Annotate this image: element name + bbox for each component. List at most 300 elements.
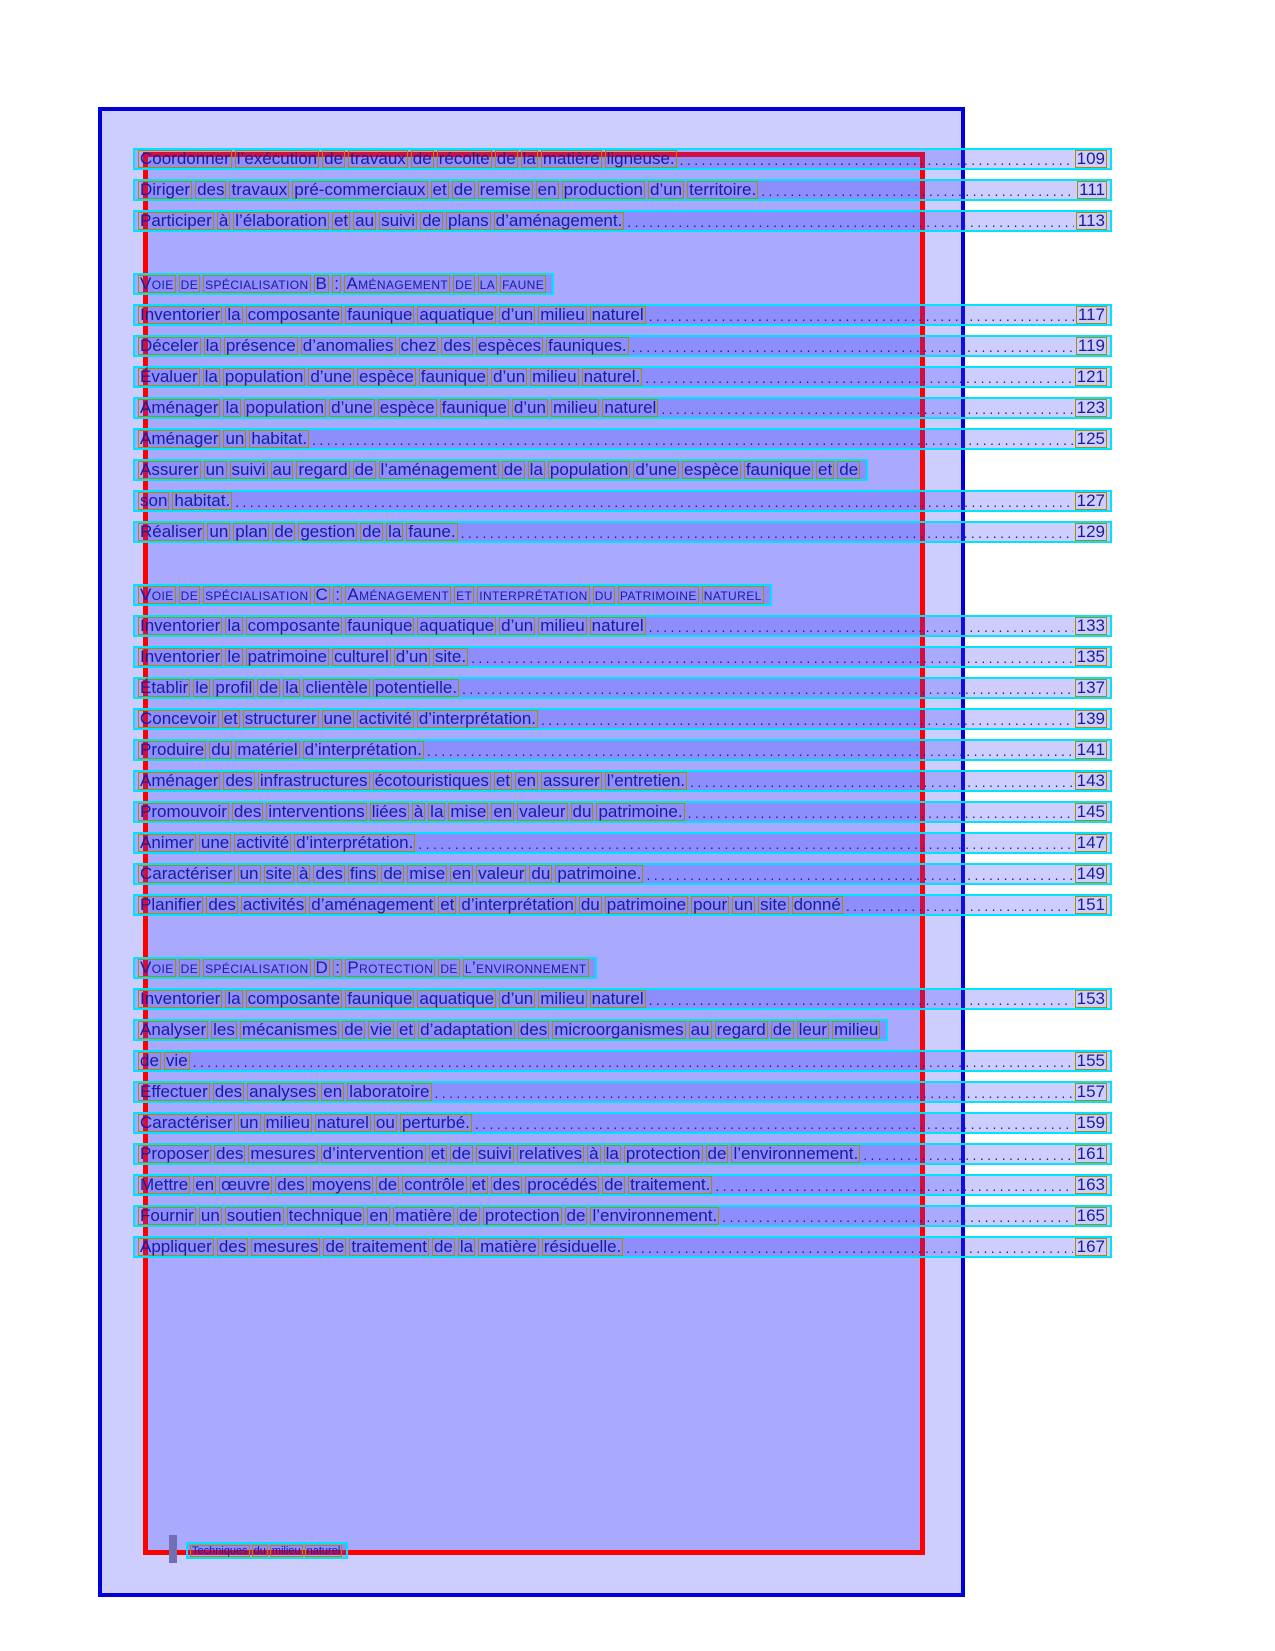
word-annotation-box: Aménager — [140, 771, 219, 790]
word-annotation-box: suivi — [477, 1144, 512, 1163]
word-annotation-box: laboratoire — [349, 1082, 430, 1101]
word-annotation-box: en — [369, 1206, 389, 1225]
word-annotation-box: un — [200, 1206, 220, 1225]
word-annotation-box: Inventorier — [140, 616, 221, 635]
word-annotation-box: d’aménagement — [311, 895, 434, 914]
dot-leader — [715, 1179, 1072, 1194]
word-annotation-box: ou — [375, 1113, 395, 1132]
word-annotation-box: traitement — [351, 1237, 427, 1256]
word-annotation-box: récolte — [438, 149, 490, 168]
toc-line-text — [138, 648, 471, 666]
word-annotation-box: Concevoir — [140, 709, 217, 728]
toc-line-annotation — [133, 988, 1112, 1010]
toc-line-text — [138, 430, 312, 448]
word-annotation-box: faunique — [420, 367, 487, 386]
word-annotation-box: Inventorier — [140, 989, 221, 1008]
toc-line-text — [138, 1052, 193, 1070]
word-annotation-box: Planifier — [140, 895, 202, 914]
word-annotation-box: Déceler — [140, 336, 199, 355]
toc-line-annotation — [133, 179, 1112, 201]
word-annotation-box: spécialisation — [205, 274, 309, 293]
word-annotation-box: activités — [242, 895, 305, 914]
word-annotation-box: à — [218, 211, 229, 230]
word-annotation-box: d’interprétation — [461, 895, 574, 914]
word-annotation-box: D — [315, 958, 329, 977]
word-annotation-box: l’élaboration — [235, 211, 327, 230]
toc-line-annotation — [133, 1081, 1112, 1103]
dot-leader — [541, 713, 1073, 728]
word-annotation-box: production — [563, 180, 643, 199]
word-annotation-box: de — [180, 958, 199, 977]
word-annotation-box: une — [200, 833, 230, 852]
word-annotation-box: du — [211, 740, 231, 759]
word-annotation-box: interprétation — [479, 585, 588, 604]
word-annotation-box: Aménager — [140, 398, 219, 417]
word-annotation-box: technique — [288, 1206, 363, 1225]
word-annotation-box: un — [205, 460, 225, 479]
word-annotation-box: Animer — [140, 833, 194, 852]
word-annotation-box: et — [440, 895, 455, 914]
dot-leader — [632, 340, 1074, 355]
word-annotation-box: et — [495, 771, 511, 790]
word-annotation-box: un — [239, 1113, 259, 1132]
toc-line-annotation — [133, 894, 1112, 916]
word-annotation-box: Effectuer — [140, 1082, 208, 1101]
dot-leader — [235, 495, 1072, 510]
dot-leader — [193, 1055, 1073, 1070]
toc-line-text — [138, 1083, 435, 1101]
word-annotation-box: naturel — [316, 1113, 369, 1132]
word-annotation-box: spécialisation — [205, 585, 309, 604]
word-annotation-box: de — [378, 1175, 398, 1194]
word-annotation-box: des — [197, 180, 225, 199]
word-annotation-box: patrimoine — [619, 585, 697, 604]
word-annotation-box: milieu — [532, 367, 577, 386]
toc-page-number: 137 — [1076, 678, 1105, 697]
word-annotation-box: la — [285, 678, 299, 697]
word-annotation-box: site — [265, 864, 292, 883]
toc-line-annotation — [133, 1143, 1112, 1165]
word-annotation-box: C — [315, 585, 329, 604]
word-annotation-box: d’interprétation. — [418, 709, 537, 728]
toc-page-number: 133 — [1076, 616, 1105, 635]
toc-line-text — [138, 741, 427, 759]
word-annotation-box: plan — [235, 522, 268, 541]
word-annotation-box: Analyser — [140, 1020, 207, 1039]
word-annotation-box: Mettre — [140, 1175, 189, 1194]
toc-line-annotation — [133, 397, 1112, 419]
word-annotation-box: travaux — [231, 180, 288, 199]
word-annotation-box: contrôle — [404, 1175, 465, 1194]
word-annotation-box: d’un — [513, 398, 546, 417]
word-annotation-box: d’un — [395, 647, 428, 666]
word-annotation-box: un — [734, 895, 754, 914]
word-annotation-box: des — [277, 1175, 305, 1194]
word-annotation-box: chez — [400, 336, 437, 355]
word-annotation-box: de — [433, 1237, 453, 1256]
toc-line-text — [138, 212, 627, 230]
word-annotation-box: un — [239, 864, 259, 883]
word-annotation-box: d’un — [501, 305, 534, 324]
toc-line-annotation — [133, 1236, 1112, 1258]
word-annotation-box: et — [223, 709, 238, 728]
word-annotation-box: de — [354, 460, 374, 479]
toc-page-number: 157 — [1076, 1082, 1105, 1101]
word-annotation-box: la — [388, 522, 402, 541]
word-annotation-box: naturel — [604, 398, 657, 417]
word-annotation-box: naturel. — [583, 367, 641, 386]
word-annotation-box: activité — [236, 833, 290, 852]
word-annotation-box: et — [818, 460, 833, 479]
word-annotation-box: œuvre — [221, 1175, 271, 1194]
toc-line-annotation — [133, 304, 1112, 326]
word-annotation-box: regard — [716, 1020, 766, 1039]
footer-line-annotation — [186, 1542, 348, 1559]
word-annotation-box: du — [253, 1545, 266, 1557]
dot-leader — [427, 744, 1073, 759]
toc-line-annotation — [133, 335, 1112, 357]
word-annotation-box: et — [430, 1144, 445, 1163]
toc-page-number: 117 — [1077, 305, 1105, 324]
word-annotation-box: milieu — [552, 398, 598, 417]
word-annotation-box: Participer — [140, 211, 212, 230]
toc-line-text — [138, 275, 549, 293]
word-annotation-box: de — [324, 149, 344, 168]
toc-line-text — [138, 337, 632, 355]
word-annotation-box: de — [451, 1144, 471, 1163]
word-annotation-box: à — [589, 1144, 599, 1163]
word-annotation-box: de — [453, 180, 473, 199]
word-annotation-box: d’adaptation — [420, 1020, 513, 1039]
word-annotation-box: matière — [395, 1206, 452, 1225]
toc-line-text — [138, 1021, 883, 1039]
toc-line-annotation — [133, 863, 1112, 885]
word-annotation-box: donné — [793, 895, 841, 914]
word-annotation-box: territoire. — [689, 180, 757, 199]
toc-line-annotation — [133, 210, 1112, 232]
word-annotation-box: de — [274, 522, 294, 541]
word-annotation-box: site. — [434, 647, 467, 666]
word-annotation-box: d’une — [310, 367, 352, 386]
word-annotation-box: pour — [693, 895, 728, 914]
word-annotation-box: faunique — [347, 305, 413, 324]
dot-leader — [627, 215, 1074, 230]
word-annotation-box: naturel — [591, 305, 644, 324]
toc-line-text — [138, 523, 461, 541]
word-annotation-box: une — [323, 709, 352, 728]
toc-line-annotation — [133, 1205, 1112, 1227]
word-annotation-box: mise — [450, 802, 487, 821]
word-annotation-box: composante — [247, 616, 341, 635]
word-annotation-box: valeur — [519, 802, 566, 821]
word-annotation-box: la — [227, 616, 241, 635]
word-annotation-box: la — [225, 398, 239, 417]
word-annotation-box: son — [140, 491, 168, 510]
word-annotation-box: du — [594, 585, 613, 604]
footer-label — [190, 1545, 344, 1557]
word-annotation-box: faunique — [745, 460, 812, 479]
word-annotation-box: d’aménagement. — [495, 211, 623, 230]
word-annotation-box: Voie — [140, 958, 174, 977]
word-annotation-box: la — [479, 274, 496, 293]
word-annotation-box: le — [195, 678, 209, 697]
word-annotation-box: Diriger — [140, 180, 191, 199]
dot-leader — [722, 1210, 1072, 1225]
toc-line-text — [138, 461, 863, 479]
word-annotation-box: perturbé. — [401, 1113, 470, 1132]
word-annotation-box: des — [443, 336, 471, 355]
word-annotation-box: potentielle. — [374, 678, 458, 697]
word-annotation-box: l’environnement — [464, 958, 587, 977]
word-annotation-box: et — [456, 585, 473, 604]
toc-page-number: 109 — [1076, 149, 1105, 168]
word-annotation-box: Réaliser — [140, 522, 203, 541]
word-annotation-box: gestion — [300, 522, 356, 541]
word-annotation-box: mécanismes — [241, 1020, 338, 1039]
word-annotation-box: mise — [409, 864, 446, 883]
toc-line-text — [138, 834, 418, 852]
toc-page-number: 119 — [1077, 336, 1105, 355]
word-annotation-box: analyses — [249, 1082, 317, 1101]
word-annotation-box: des — [233, 802, 262, 821]
word-annotation-box: la — [227, 989, 241, 1008]
word-annotation-box: en — [452, 864, 472, 883]
word-annotation-box: Techniques — [192, 1545, 248, 1557]
word-annotation-box: faune. — [408, 522, 456, 541]
toc-page-number: 153 — [1076, 989, 1105, 1008]
word-annotation-box: de — [259, 678, 279, 697]
word-annotation-box: matière — [542, 149, 600, 168]
word-annotation-box: Inventorier — [140, 305, 221, 324]
toc-line-annotation — [133, 273, 554, 295]
toc-page-number: 143 — [1076, 771, 1105, 790]
toc-line-text — [138, 586, 767, 604]
dot-leader — [680, 153, 1073, 168]
word-annotation-box: milieu — [540, 616, 585, 635]
toc-line-annotation — [133, 646, 1112, 668]
dot-leader — [461, 526, 1073, 541]
word-annotation-box: l’environnement. — [733, 1144, 859, 1163]
toc-line-annotation — [133, 1019, 888, 1041]
word-annotation-box: de — [140, 1051, 159, 1070]
word-annotation-box: d’anomalies — [302, 336, 394, 355]
word-annotation-box: la — [204, 367, 218, 386]
word-annotation-box: site — [760, 895, 787, 914]
word-annotation-box: en — [537, 180, 557, 199]
word-annotation-box: de — [344, 1020, 364, 1039]
word-annotation-box: Produire — [140, 740, 205, 759]
toc-line-annotation — [133, 521, 1112, 543]
dot-leader — [312, 433, 1073, 448]
word-annotation-box: relatives — [518, 1144, 583, 1163]
word-annotation-box: mesures — [253, 1237, 319, 1256]
word-annotation-box: patrimoine — [247, 647, 327, 666]
toc-page-number: 123 — [1076, 398, 1105, 417]
word-annotation-box: l’entretien. — [606, 771, 686, 790]
word-annotation-box: de — [325, 1237, 345, 1256]
word-annotation-box: en — [195, 1175, 215, 1194]
dot-leader — [863, 1148, 1072, 1163]
toc-line-annotation — [133, 1174, 1112, 1196]
toc-page-number: 121 — [1076, 367, 1105, 386]
dot-leader — [475, 1117, 1073, 1132]
word-annotation-box: moyens — [311, 1175, 372, 1194]
toc-page-number: 141 — [1076, 740, 1105, 759]
word-annotation-box: milieu — [265, 1113, 310, 1132]
dot-leader — [846, 899, 1073, 914]
footer-tick-mark — [169, 1535, 177, 1563]
word-annotation-box: aquatique — [419, 616, 495, 635]
word-annotation-box: l’environnement. — [592, 1206, 718, 1225]
word-annotation-box: de — [503, 460, 523, 479]
word-annotation-box: en — [517, 771, 537, 790]
dot-leader — [645, 371, 1072, 386]
toc-line-annotation — [133, 957, 597, 979]
toc-page-number: 149 — [1076, 864, 1105, 883]
word-annotation-box: Promouvoir — [140, 802, 227, 821]
toc-page-number: 129 — [1076, 522, 1105, 541]
word-annotation-box: le — [227, 647, 241, 666]
word-annotation-box: du — [572, 802, 592, 821]
word-annotation-box: des — [208, 895, 236, 914]
toc-page-number: 135 — [1076, 647, 1105, 666]
toc-line-text — [138, 492, 235, 510]
word-annotation-box: composante — [247, 989, 341, 1008]
word-annotation-box: de — [566, 1206, 586, 1225]
toc-line-annotation — [133, 1112, 1112, 1134]
word-annotation-box: d’un — [649, 180, 683, 199]
word-annotation-box: au — [690, 1020, 710, 1039]
toc-line-text — [138, 990, 649, 1008]
word-annotation-box: de — [604, 1175, 624, 1194]
word-annotation-box: Appliquer — [140, 1237, 212, 1256]
word-annotation-box: au — [355, 211, 375, 230]
word-annotation-box: Aménager — [140, 429, 219, 448]
word-annotation-box: milieu — [540, 989, 585, 1008]
word-annotation-box: patrimoine. — [557, 864, 642, 883]
word-annotation-box: faunique — [441, 398, 507, 417]
word-annotation-box: la — [459, 1237, 474, 1256]
word-annotation-box: Coordonner — [140, 149, 230, 168]
toc-line-text — [138, 1114, 475, 1132]
word-annotation-box: d’interprétation. — [296, 833, 414, 852]
word-annotation-box: naturel — [591, 989, 644, 1008]
word-annotation-box: de — [458, 1206, 478, 1225]
word-annotation-box: des — [218, 1237, 247, 1256]
word-annotation-box: population — [245, 398, 325, 417]
word-annotation-box: de — [383, 864, 403, 883]
word-annotation-box: habitat. — [251, 429, 308, 448]
word-annotation-box: traitement. — [630, 1175, 711, 1194]
toc-line-text — [138, 1145, 863, 1163]
word-annotation-box: de — [362, 522, 382, 541]
word-annotation-box: et — [398, 1020, 414, 1039]
word-annotation-box: patrimoine — [606, 895, 687, 914]
word-annotation-box: travaux — [350, 149, 406, 168]
word-annotation-box: Évaluer — [140, 367, 198, 386]
word-annotation-box: mesures — [250, 1144, 316, 1163]
word-annotation-box: : — [334, 274, 340, 293]
word-annotation-box: liées — [371, 802, 407, 821]
word-annotation-box: population — [549, 460, 629, 479]
toc-page-number: 139 — [1076, 709, 1105, 728]
word-annotation-box: Proposer — [140, 1144, 209, 1163]
toc-line-text — [138, 1176, 715, 1194]
toc-line-text — [138, 896, 846, 914]
toc-page-number: 165 — [1076, 1206, 1105, 1225]
word-annotation-box: profil — [215, 678, 253, 697]
toc-line-text — [138, 772, 690, 790]
word-annotation-box: de — [412, 149, 432, 168]
word-annotation-box: présence — [225, 336, 296, 355]
dot-leader — [761, 184, 1075, 199]
dot-leader — [649, 309, 1074, 324]
word-annotation-box: naturel — [703, 585, 762, 604]
dot-leader — [690, 775, 1072, 790]
word-annotation-box: plans — [448, 211, 489, 230]
word-annotation-box: structurer — [244, 709, 317, 728]
toc-line-annotation — [133, 832, 1112, 854]
word-annotation-box: la — [529, 460, 543, 479]
word-annotation-box: Assurer — [140, 460, 199, 479]
word-annotation-box: : — [335, 958, 341, 977]
word-annotation-box: microorganismes — [554, 1020, 684, 1039]
word-annotation-box: de — [422, 211, 442, 230]
word-annotation-box: soutien — [226, 1206, 282, 1225]
word-annotation-box: des — [519, 1020, 548, 1039]
toc-line-text — [138, 803, 688, 821]
word-annotation-box: des — [492, 1175, 521, 1194]
word-annotation-box: la — [522, 149, 536, 168]
toc-line-annotation — [133, 366, 1112, 388]
word-annotation-box: Voie — [140, 274, 174, 293]
word-annotation-box: des — [225, 771, 253, 790]
toc-page-number: 155 — [1076, 1051, 1105, 1070]
dot-leader — [646, 868, 1072, 883]
word-annotation-box: espèce — [683, 460, 739, 479]
toc-line-annotation — [133, 148, 1112, 170]
word-annotation-box: Établir — [140, 678, 189, 697]
word-annotation-box: matière — [480, 1237, 537, 1256]
dot-leader — [649, 993, 1073, 1008]
word-annotation-box: interventions — [268, 802, 365, 821]
word-annotation-box: de — [455, 274, 473, 293]
toc-line-text — [138, 181, 761, 199]
word-annotation-box: d’une — [635, 460, 677, 479]
word-annotation-box: vie — [165, 1051, 188, 1070]
toc-line-annotation — [133, 428, 1112, 450]
word-annotation-box: valeur — [478, 864, 525, 883]
word-annotation-box: au — [272, 460, 292, 479]
word-annotation-box: assurer — [543, 771, 600, 790]
word-annotation-box: Protection — [347, 958, 434, 977]
word-annotation-box: la — [430, 802, 444, 821]
toc-line-text — [138, 1238, 626, 1256]
word-annotation-box: l’exécution — [236, 149, 318, 168]
toc-line-annotation — [133, 708, 1112, 730]
word-annotation-box: d’une — [331, 398, 373, 417]
word-annotation-box: milieu — [271, 1545, 301, 1557]
dot-leader — [626, 1241, 1072, 1256]
dot-leader — [471, 651, 1073, 666]
word-annotation-box: des — [215, 1144, 244, 1163]
word-annotation-box: de — [707, 1144, 727, 1163]
word-annotation-box: aquatique — [419, 305, 495, 324]
toc-page-number: 151 — [1076, 895, 1105, 914]
word-annotation-box: de — [496, 149, 516, 168]
toc-line-annotation — [133, 615, 1112, 637]
word-annotation-box: espèce — [379, 398, 435, 417]
